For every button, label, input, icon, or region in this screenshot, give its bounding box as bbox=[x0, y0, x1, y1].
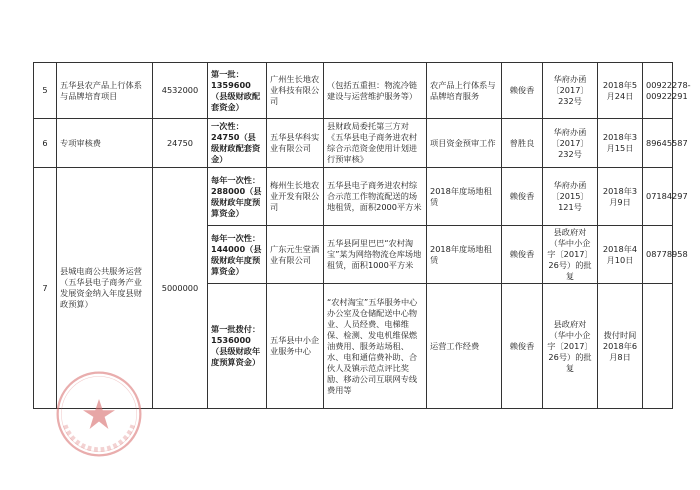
phone-number: 89645587 bbox=[643, 119, 673, 168]
row-number: 7 bbox=[34, 168, 57, 409]
row-number: 6 bbox=[34, 119, 57, 168]
project-name: 县城电商公共服务运营（五华县电子商务产业发展资金纳入年度县财政预算） bbox=[57, 168, 153, 409]
document-number: 华府办函〔2017〕232号 bbox=[543, 119, 598, 168]
table-row bbox=[34, 63, 673, 119]
phone-number: 08778958 bbox=[643, 226, 673, 284]
date: 2018年3月9日 bbox=[598, 168, 643, 226]
company-name: 五华县中小企业服务中心 bbox=[267, 284, 324, 409]
phone-number: 07184297 bbox=[643, 168, 673, 226]
project-name: 专项审核费 bbox=[57, 119, 153, 168]
project-amount: 24750 bbox=[153, 119, 208, 168]
project-amount: 5000000 bbox=[153, 168, 208, 409]
expense-type: 运营工作经费 bbox=[427, 284, 502, 409]
funding-source: 第一批拨付：1536000（县级财政年度预算资金） bbox=[208, 284, 267, 409]
funding-source: 每年一次性：288000（县级财政年度预算资金） bbox=[208, 168, 267, 226]
contact-person: 赖俊香 bbox=[502, 168, 543, 226]
project-table bbox=[33, 62, 691, 409]
contact-person: 赖俊香 bbox=[502, 63, 543, 119]
funding-source: 一次性：24750（县级财政配套资金） bbox=[208, 119, 267, 168]
expense-type: 2018年度场地租赁 bbox=[427, 168, 502, 226]
project-amount: 4532000 bbox=[153, 63, 208, 119]
date: 拨付时间2018年6月8日 bbox=[598, 284, 643, 409]
expense-type: 农产品上行体系与品牌培育服务 bbox=[427, 63, 502, 119]
document-number: 县政府对（华中小企字〔2017〕26号）的批复 bbox=[543, 226, 598, 284]
company-name: 五华县华科实业有限公司 bbox=[267, 119, 324, 168]
contact-person: 赖俊香 bbox=[502, 284, 543, 409]
company-name: 梅州生长地农业开发有限公司 bbox=[267, 168, 324, 226]
funding-source: 第一批：1359600（县级财政配套资金） bbox=[208, 63, 267, 119]
project-content: 五华县阿里巴巴“农村淘宝”某为网络物流仓库场地租赁，面积1000平方米 bbox=[324, 226, 427, 284]
date: 2018年3月15日 bbox=[598, 119, 643, 168]
project-name: 五华县农产品上行体系与品牌培育项目 bbox=[57, 63, 153, 119]
table-row bbox=[34, 119, 673, 168]
expense-type: 2018年度场地租赁 bbox=[427, 226, 502, 284]
company-name: 广州生长地农业科技有限公司 bbox=[267, 63, 324, 119]
project-content: 五华县电子商务进农村综合示范工作物流配送的场地租赁，面积2000平方米 bbox=[324, 168, 427, 226]
date: 2018年5月24日 bbox=[598, 63, 643, 119]
company-name: 广东元生堂酒业有限公司 bbox=[267, 226, 324, 284]
document-number: 县政府对（华中小企字〔2017〕26号）的批复 bbox=[543, 284, 598, 409]
contact-person: 赖俊香 bbox=[502, 226, 543, 284]
funding-source: 每年一次性：144000（县级财政年度预算资金） bbox=[208, 226, 267, 284]
row-number: 5 bbox=[34, 63, 57, 119]
expense-type: 项目资金预审工作 bbox=[427, 119, 502, 168]
date: 2018年4月10日 bbox=[598, 226, 643, 284]
document-number: 华府办函〔2015〕121号 bbox=[543, 168, 598, 226]
phone-number bbox=[643, 284, 673, 409]
project-content: “农村淘宝”五华服务中心办公室及仓储配送中心物业、人员经费、电梯维保、检测、发电机维保燃油费用、服务站场租、水、电和通信费补助、合伙人及镇示范点评比奖励、移动公司互联网专线费用等 bbox=[324, 284, 427, 409]
contact-person: 曾胜良 bbox=[502, 119, 543, 168]
project-content: （包括五重担：物流冷链建设与运营维护服务等） bbox=[324, 63, 427, 119]
table-row bbox=[34, 168, 673, 226]
phone-number: 00922278-00922291 bbox=[643, 63, 673, 119]
official-seal-stamp bbox=[52, 367, 146, 461]
project-content: 县财政局委托第三方对《五华县电子商务进农村综合示范资金使用计划进行预审核》 bbox=[324, 119, 427, 168]
document-number: 华府办函〔2017〕232号 bbox=[543, 63, 598, 119]
